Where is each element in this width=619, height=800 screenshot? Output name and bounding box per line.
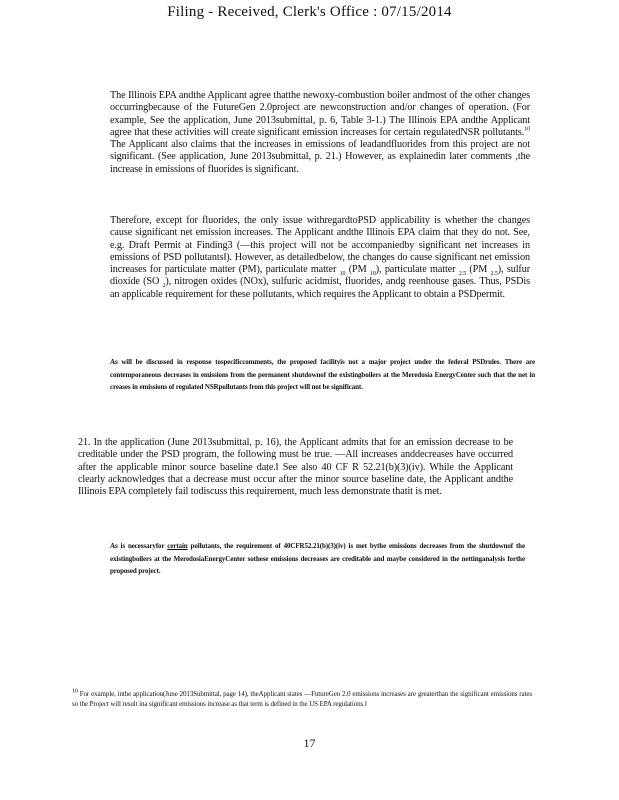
subscript: 2.5 [490,271,498,278]
paragraph-text: ), particulate matter [375,264,459,276]
page-number: 17 [303,736,316,750]
subscript: 10 [339,271,346,278]
footnote-number: 10 [72,688,78,695]
paragraph-text: ), sulfur dioxide (SO [110,264,531,288]
paragraph-text: Therefore, except for fluorides, the only issue withregardtoPSD applicability is whether the changes cause significant net emission increases. The Applicant andthe Illinois EPA claim that they do not. See, e.g. Draft Permit at Finding3 (―this project will not be accompaniedby significant net increases in emissions of PSD pollutants‖). However, as detailedbelow, the changes do cause significant net emission increases for particulate matter (PM), particulate matter [110,215,530,276]
subscript: 2.5 [458,271,467,278]
paragraph-text: The Illinois EPA andthe Applicant agree thatthe newoxy-combustion boiler andmost of the other changes occurringbecause of the FutureGen 2.0project are newconstruction and/or changes of operation. (For example, See the application, June 2013submittal, p. 6, Table 3-1.) The Illinois EPA andthe Applicant agree that these activities will create significant emission increases for certain regulatedNSR pollutants. [110,90,530,138]
paragraph-text: In the application (June 2013submittal, p. 16), the Applicant admits that for an emission decrease to be creditable under the PSD program, the following must be true. ―All increases anddecreases have occurred after the applicable minor source baseline date.‖ See also 40 CF R 52.21(b)(3)(iv). While the Applicant clearly acknowledges that a decrease must occur after the minor source baseline date, the Applicant andthe Illinois EPA completely fail todiscuss this requirement, much less demonstrate thatit is met. [78,437,513,498]
subscript: 10 [369,271,376,278]
footnote-reference: 10 [524,126,530,133]
paragraph-number: 21. [78,437,91,448]
response-paragraph-1: As will be discussed in response tospecificcomments, the proposed facilityis not a major project under the federal PSDrules. There are contemporaneous decreases in emissions from the permanent shutdownof the existingboilers at the Meredosia EnergyCenter such that the net in creases in emissions of regulated NSRpollutants from this project will not be significant. [110,358,535,391]
paragraph-text: The Applicant also claims that the increases in emissions of leadandfluorides from this project are not significant. (See application, June 2013submittal, p. 21.) However, as explainedin later comments ,the increase in emissions of fluorides is significant. [110,139,530,175]
numbered-paragraph-21 [78,437,513,498]
response-paragraph-2 [110,540,525,578]
filing-header: Filing - Received, Clerk's Office : 07/15/2014 [167,4,452,20]
paragraph-text: As is necessaryfor [110,542,168,550]
subscript: 2 [162,283,166,290]
paragraph-text: (PM [466,264,491,276]
underlined-text: certain [167,542,188,550]
footnote-text: For example, inthe application(June 2013Submittal, page 14), theApplicant states ―FutureGen 2.0 emissions increases are greaterthan the significant emissions rates so the Project will result ina significant emissions increase as that term is defined in the US EPA regulations.‖ [72,690,532,708]
footnote-10 [72,689,532,709]
paragraph-psd-agreement [110,90,530,176]
paragraph-text: (PM [345,264,370,276]
paragraph-text: pollutants, the requirement of 40CFR52.21(b)(3)(iv) is met bythe emissions decreases from the shutdownof the existingboilers at the MeredosiaEnergyCenter sothese emissions decreases are creditable and maybe considered in the nettinganalysis forthe proposed project. [110,542,525,575]
paragraph-text: ), nitrogen oxides (NOx), sulfuric acidmist, fluorides, andg reenhouse gases. Thus, PSDis an applicable requirement for these pollutants, which requires the Applicant to obtain a PSDpermit. [110,276,530,300]
paragraph-net-emission-increases [110,215,530,301]
